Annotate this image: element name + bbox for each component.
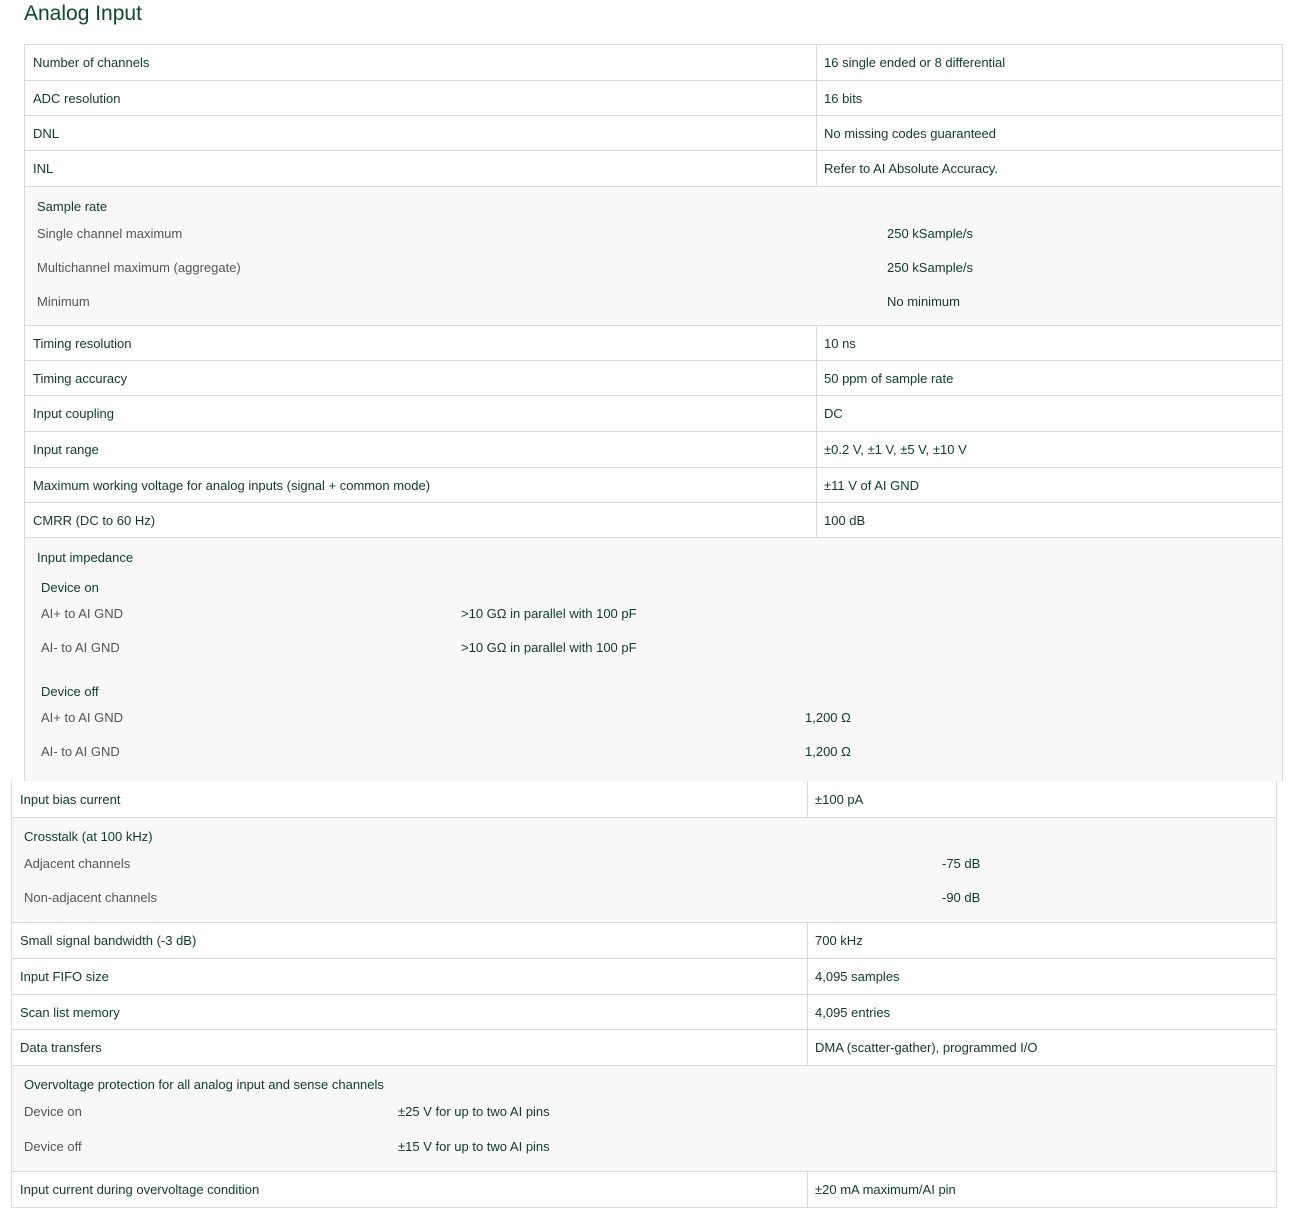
group-item-value: ±15 V for up to two AI pins: [398, 1139, 550, 1154]
crosstalk-group: [12, 818, 1276, 923]
spec-table-continued: [11, 781, 1277, 1208]
row-value: ±0.2 V, ±1 V, ±5 V, ±10 V: [824, 442, 967, 457]
group-item-label: Minimum: [37, 294, 90, 309]
group-item-value: >10 GΩ in parallel with 100 pF: [461, 640, 637, 655]
row-value: 16 bits: [824, 90, 863, 106]
table-row: [12, 781, 1276, 818]
group-item-label: AI+ to AI GND: [41, 710, 124, 725]
row-label: Input coupling: [33, 406, 114, 421]
group-item-label: Single channel maximum: [37, 226, 183, 241]
row-label: Timing accuracy: [33, 370, 128, 386]
row-value: ±20 mA maximum/AI pin: [815, 1182, 956, 1197]
row-label: CMRR (DC to 60 Hz): [33, 512, 156, 528]
table-row: [25, 45, 1282, 81]
overvoltage-group: [12, 1066, 1276, 1172]
group-item-value: -75 dB: [942, 856, 981, 871]
subgroup-heading: Device off: [41, 684, 99, 699]
table-row: [25, 116, 1282, 151]
sample-rate-group: [25, 187, 1282, 326]
group-item-label: AI+ to AI GND: [41, 606, 124, 621]
row-value: 4,095 samples: [815, 969, 900, 984]
spec-table-main: [24, 44, 1283, 781]
table-row: [12, 1172, 1276, 1207]
row-label: DNL: [33, 125, 60, 141]
row-label: Input bias current: [20, 791, 121, 807]
row-value: ±100 pA: [815, 791, 864, 807]
row-label: INL: [33, 161, 54, 176]
table-row: [25, 326, 1282, 361]
table-row: [25, 468, 1282, 503]
group-item-value: 1,200 Ω: [805, 744, 851, 759]
table-row: [12, 959, 1276, 995]
table-row: [12, 995, 1276, 1030]
table-row: [25, 396, 1282, 432]
row-value: 10 ns: [824, 335, 856, 351]
table-row: [25, 432, 1282, 468]
group-heading: Crosstalk (at 100 kHz): [24, 829, 153, 844]
row-value: 100 dB: [824, 512, 866, 528]
group-item-label: Multichannel maximum (aggregate): [37, 260, 241, 275]
row-value: ±11 V of AI GND: [824, 477, 920, 493]
row-value: 700 kHz: [815, 933, 863, 948]
row-label: Input current during overvoltage condition: [20, 1182, 260, 1197]
row-value: 16 single ended or 8 differential: [824, 55, 1006, 70]
row-label: ADC resolution: [33, 90, 121, 106]
group-item-label: Device on: [24, 1104, 82, 1119]
table-row: [12, 1030, 1276, 1066]
row-label: Data transfers: [20, 1040, 102, 1055]
group-heading: Input impedance: [37, 550, 134, 565]
group-item-value: >10 GΩ in parallel with 100 pF: [461, 606, 637, 621]
table-row: [25, 81, 1282, 116]
row-value: Refer to AI Absolute Accuracy.: [824, 161, 998, 176]
row-value: 4,095 entries: [815, 1004, 891, 1020]
row-label: Maximum working voltage for analog inputs (signal + common mode): [33, 477, 431, 493]
group-item-value: 1,200 Ω: [805, 710, 851, 725]
table-row: [25, 361, 1282, 396]
group-item-label: Device off: [24, 1139, 82, 1154]
row-label: Scan list memory: [20, 1004, 120, 1020]
input-impedance-group: [25, 538, 1282, 781]
row-label: Number of channels: [33, 55, 150, 70]
table-row: [12, 923, 1276, 959]
subgroup-heading: Device on: [41, 580, 99, 595]
row-value: DC: [824, 406, 843, 421]
table-row: [25, 503, 1282, 538]
group-heading: Overvoltage protection for all analog input and sense channels: [24, 1077, 384, 1092]
row-value: 50 ppm of sample rate: [824, 370, 954, 386]
group-item-value: 250 kSample/s: [887, 226, 973, 241]
group-item-label: AI- to AI GND: [41, 744, 120, 759]
group-item-value: 250 kSample/s: [887, 260, 973, 275]
row-label: Input range: [33, 442, 99, 457]
row-value: No missing codes guaranteed: [824, 125, 996, 141]
group-item-value: -90 dB: [942, 890, 981, 905]
page-title: Analog Input: [24, 2, 142, 25]
group-heading: Sample rate: [37, 199, 108, 214]
group-item-label: AI- to AI GND: [41, 640, 120, 655]
group-item-label: Adjacent channels: [24, 856, 131, 871]
row-label: Small signal bandwidth (-3 dB): [20, 933, 197, 948]
group-item-value: ±25 V for up to two AI pins: [398, 1104, 550, 1119]
row-value: DMA (scatter-gather), programmed I/O: [815, 1040, 1038, 1055]
group-item-label: Non-adjacent channels: [24, 890, 157, 905]
row-label: Timing resolution: [33, 335, 132, 351]
group-item-value: No minimum: [887, 294, 960, 309]
row-label: Input FIFO size: [20, 969, 109, 984]
table-row: [25, 151, 1282, 187]
